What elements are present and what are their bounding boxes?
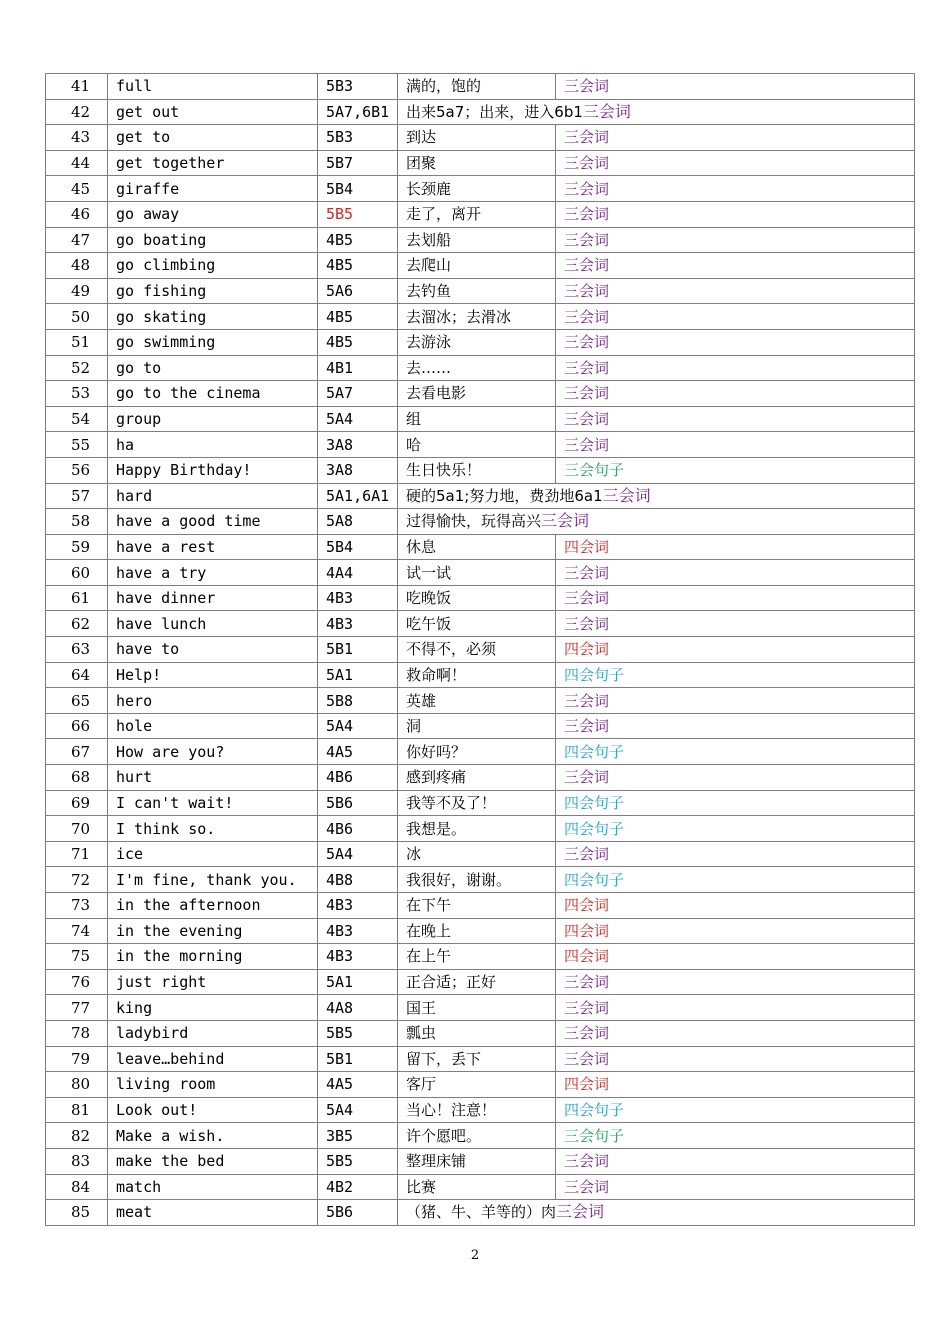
row-number-cell: 75 [46,944,108,970]
unit-code-cell: 4B5 [318,253,398,279]
english-word-cell: go boating [108,227,318,253]
table-row [46,739,915,765]
row-number-cell: 83 [46,1148,108,1174]
english-word-cell: ladybird [108,1020,318,1046]
chinese-meaning-cell: 去爬山 [398,253,556,279]
mastery-tag-cell: 三会词 [556,1148,915,1174]
english-word-cell: match [108,1174,318,1200]
mastery-tag-cell: 三会词 [556,253,915,279]
vocabulary-table [45,73,915,1226]
chinese-meaning-cell: 吃晚饭 [398,585,556,611]
unit-code-cell: 4B3 [318,944,398,970]
row-number-cell: 66 [46,713,108,739]
unit-code-cell: 5A1 [318,969,398,995]
row-number-cell: 64 [46,662,108,688]
unit-code-cell: 5B7 [318,150,398,176]
mastery-tag-cell: 三会词 [556,585,915,611]
row-number-cell: 45 [46,176,108,202]
mastery-tag-cell: 四会词 [556,1072,915,1098]
english-word-cell: ice [108,841,318,867]
chinese-meaning-cell: 试一试 [398,560,556,586]
table-row [46,662,915,688]
mastery-tag-cell: 三会词 [556,406,915,432]
chinese-meaning-text: 过得愉快，玩得高兴 [406,512,542,531]
mastery-tag-cell: 三会词 [556,176,915,202]
table-row [46,841,915,867]
unit-code-cell: 5A4 [318,406,398,432]
table-row [46,509,915,535]
chinese-meaning-text: （猪、牛、羊等的）肉 [406,1203,557,1222]
table-row [46,944,915,970]
unit-code-cell: 4B5 [318,304,398,330]
table-row [46,688,915,714]
chinese-meaning-cell: 比赛 [398,1174,556,1200]
row-number-cell: 69 [46,790,108,816]
row-number-cell: 54 [46,406,108,432]
unit-code-cell: 3A8 [318,457,398,483]
english-word-cell: leave…behind [108,1046,318,1072]
chinese-meaning-cell: 瓢虫 [398,1020,556,1046]
chinese-meaning-cell: 国王 [398,995,556,1021]
unit-code-cell: 5B1 [318,1046,398,1072]
mastery-tag-cell: 三会词 [556,304,915,330]
unit-code-cell: 5B8 [318,688,398,714]
mastery-tag-cell: 三会词 [556,381,915,407]
row-number-cell: 50 [46,304,108,330]
vocabulary-table-body [46,74,915,1226]
mastery-tag-cell: 四会句子 [556,1097,915,1123]
chinese-meaning-cell: 当心！注意！ [398,1097,556,1123]
english-word-cell: in the morning [108,944,318,970]
english-word-cell: meat [108,1200,318,1226]
chinese-meaning-cell: 去看电影 [398,381,556,407]
table-row [46,1123,915,1149]
table-row [46,227,915,253]
mastery-tag-cell: 三会词 [556,765,915,791]
mastery-tag-cell: 三会词 [556,969,915,995]
mastery-tag-cell: 四会句子 [556,662,915,688]
row-number-cell: 71 [46,841,108,867]
chinese-meaning-cell: 去划船 [398,227,556,253]
english-word-cell: go fishing [108,278,318,304]
english-word-cell: Look out! [108,1097,318,1123]
unit-code-cell: 4B3 [318,893,398,919]
english-word-cell: living room [108,1072,318,1098]
row-number-cell: 51 [46,329,108,355]
chinese-meaning-cell: 去钓鱼 [398,278,556,304]
table-row [46,1072,915,1098]
english-word-cell: in the afternoon [108,893,318,919]
table-row [46,611,915,637]
unit-code-cell: 5A1 [318,662,398,688]
unit-code-cell: 3B5 [318,1123,398,1149]
english-word-cell: giraffe [108,176,318,202]
row-number-cell: 80 [46,1072,108,1098]
mastery-tag: 三会词 [602,485,651,505]
chinese-meaning-cell: 到达 [398,125,556,151]
row-number-cell: 70 [46,816,108,842]
page-number: 2 [470,1248,480,1263]
row-number-cell: 77 [46,995,108,1021]
english-word-cell: full [108,74,318,100]
english-word-cell: king [108,995,318,1021]
table-row [46,1097,915,1123]
english-word-cell: Make a wish. [108,1123,318,1149]
chinese-meaning-cell: 休息 [398,534,556,560]
row-number-cell: 59 [46,534,108,560]
unit-code-cell: 4B5 [318,227,398,253]
table-row [46,560,915,586]
english-word-cell: go swimming [108,329,318,355]
unit-code-cell: 5A1,6A1 [318,483,398,509]
mastery-tag-cell: 四会词 [556,534,915,560]
row-number-cell: 47 [46,227,108,253]
mastery-tag-cell: 三会词 [556,841,915,867]
unit-code-cell: 5A8 [318,509,398,535]
chinese-meaning-cell: 组 [398,406,556,432]
chinese-meaning-cell: 在下午 [398,893,556,919]
table-row [46,278,915,304]
row-number-cell: 60 [46,560,108,586]
unit-code-cell: 4B3 [318,585,398,611]
table-row [46,125,915,151]
table-row [46,995,915,1021]
chinese-meaning-cell: 感到疼痛 [398,765,556,791]
english-word-cell: have a good time [108,509,318,535]
chinese-meaning-cell: 哈 [398,432,556,458]
english-word-cell: have dinner [108,585,318,611]
unit-code-cell: 5B5 [318,1020,398,1046]
english-word-cell: go to [108,355,318,381]
chinese-meaning-cell: 留下，丢下 [398,1046,556,1072]
row-number-cell: 41 [46,74,108,100]
english-word-cell: hole [108,713,318,739]
unit-code-cell: 5B5 [318,201,398,227]
mastery-tag-cell: 三会句子 [556,1123,915,1149]
chinese-meaning-cell: 正合适；正好 [398,969,556,995]
mastery-tag-cell: 三会词 [556,355,915,381]
mastery-tag: 三会词 [582,101,631,121]
mastery-tag-cell: 四会句子 [556,867,915,893]
row-number-cell: 65 [46,688,108,714]
mastery-tag-cell: 三会词 [556,227,915,253]
row-number-cell: 78 [46,1020,108,1046]
unit-code-cell: 5A4 [318,1097,398,1123]
row-number-cell: 76 [46,969,108,995]
table-row [46,585,915,611]
table-row [46,893,915,919]
mastery-tag-cell: 三会词 [556,74,915,100]
row-number-cell: 62 [46,611,108,637]
english-word-cell: go skating [108,304,318,330]
chinese-meaning-cell: 不得不，必须 [398,637,556,663]
chinese-meaning-cell: 长颈鹿 [398,176,556,202]
english-word-cell: get to [108,125,318,151]
chinese-meaning-cell: 冰 [398,841,556,867]
mastery-tag-cell: 三会词 [556,1046,915,1072]
row-number-cell: 73 [46,893,108,919]
table-row [46,201,915,227]
chinese-meaning-cell: 在上午 [398,944,556,970]
row-number-cell: 55 [46,432,108,458]
row-number-cell: 81 [46,1097,108,1123]
mastery-tag-cell: 四会词 [556,918,915,944]
english-word-cell: Happy Birthday! [108,457,318,483]
mastery-tag-cell: 四会词 [556,893,915,919]
unit-code-cell: 4B6 [318,765,398,791]
table-row [46,253,915,279]
unit-code-cell: 5B3 [318,74,398,100]
english-word-cell: go climbing [108,253,318,279]
chinese-meaning-cell: 你好吗？ [398,739,556,765]
english-word-cell: have a rest [108,534,318,560]
chinese-meaning-cell: 在晚上 [398,918,556,944]
row-number-cell: 52 [46,355,108,381]
chinese-meaning-cell: 我很好，谢谢。 [398,867,556,893]
unit-code-cell: 5B3 [318,125,398,151]
mastery-tag-cell: 四会句子 [556,739,915,765]
row-number-cell: 85 [46,1200,108,1226]
english-word-cell: just right [108,969,318,995]
row-number-cell: 79 [46,1046,108,1072]
chinese-meaning-cell: 去…… [398,355,556,381]
chinese-meaning-cell [398,99,915,125]
table-row [46,432,915,458]
unit-code-cell: 5A7 [318,381,398,407]
unit-code-cell: 4A8 [318,995,398,1021]
row-number-cell: 63 [46,637,108,663]
chinese-meaning-text: 出来5a7；出来，进入6b1 [406,102,583,121]
english-word-cell: group [108,406,318,432]
english-word-cell: I can't wait! [108,790,318,816]
unit-code-cell: 5B5 [318,1148,398,1174]
row-number-cell: 53 [46,381,108,407]
row-number-cell: 43 [46,125,108,151]
table-row [46,1046,915,1072]
table-row [46,1148,915,1174]
table-row [46,355,915,381]
table-row [46,176,915,202]
table-row [46,457,915,483]
english-word-cell: go to the cinema [108,381,318,407]
unit-code-cell: 4A4 [318,560,398,586]
table-row [46,381,915,407]
mastery-tag-cell: 三会词 [556,1174,915,1200]
mastery-tag-cell: 三会词 [556,713,915,739]
chinese-meaning-cell [398,509,915,535]
table-row [46,918,915,944]
mastery-tag-cell: 三会词 [556,1020,915,1046]
chinese-meaning-cell: 吃午饭 [398,611,556,637]
table-row [46,637,915,663]
mastery-tag-cell: 三会词 [556,432,915,458]
unit-code-cell: 4B3 [318,611,398,637]
table-row [46,99,915,125]
chinese-meaning-cell: 我等不及了！ [398,790,556,816]
unit-code-cell: 4A5 [318,739,398,765]
mastery-tag-cell: 三会词 [556,150,915,176]
row-number-cell: 46 [46,201,108,227]
mastery-tag-cell: 三会词 [556,329,915,355]
unit-code-cell: 5B1 [318,637,398,663]
table-row [46,969,915,995]
mastery-tag: 三会词 [541,511,590,531]
mastery-tag-cell: 三会词 [556,278,915,304]
mastery-tag-cell: 四会句子 [556,816,915,842]
table-row [46,406,915,432]
table-row [46,1174,915,1200]
chinese-meaning-cell: 许个愿吧。 [398,1123,556,1149]
unit-code-cell: 4A5 [318,1072,398,1098]
unit-code-cell: 4B3 [318,918,398,944]
table-row [46,483,915,509]
chinese-meaning-cell: 整理床铺 [398,1148,556,1174]
table-row [46,816,915,842]
table-row [46,304,915,330]
row-number-cell: 44 [46,150,108,176]
table-row [46,790,915,816]
row-number-cell: 56 [46,457,108,483]
chinese-meaning-cell: 英雄 [398,688,556,714]
row-number-cell: 67 [46,739,108,765]
english-word-cell: get together [108,150,318,176]
unit-code-cell: 4B8 [318,867,398,893]
unit-code-cell: 5A4 [318,713,398,739]
english-word-cell: get out [108,99,318,125]
chinese-meaning-cell [398,483,915,509]
row-number-cell: 57 [46,483,108,509]
chinese-meaning-cell: 洞 [398,713,556,739]
english-word-cell: I'm fine, thank you. [108,867,318,893]
unit-code-cell: 5A4 [318,841,398,867]
table-row [46,867,915,893]
mastery-tag-cell: 四会词 [556,637,915,663]
row-number-cell: 48 [46,253,108,279]
english-word-cell: hard [108,483,318,509]
english-word-cell: have a try [108,560,318,586]
chinese-meaning-cell: 满的，饱的 [398,74,556,100]
mastery-tag-cell: 三会词 [556,688,915,714]
table-row [46,765,915,791]
row-number-cell: 72 [46,867,108,893]
chinese-meaning-cell: 去游泳 [398,329,556,355]
unit-code-cell: 4B5 [318,329,398,355]
mastery-tag-cell: 四会句子 [556,790,915,816]
chinese-meaning-cell: 我想是。 [398,816,556,842]
unit-code-cell: 5B6 [318,1200,398,1226]
mastery-tag-cell: 三会词 [556,201,915,227]
chinese-meaning-text: 硬的5a1;努力地，费劲地6a1 [406,486,603,505]
chinese-meaning-cell: 走了，离开 [398,201,556,227]
english-word-cell: Help! [108,662,318,688]
row-number-cell: 42 [46,99,108,125]
mastery-tag-cell: 三会词 [556,995,915,1021]
mastery-tag-cell: 三会词 [556,611,915,637]
unit-code-cell: 5B4 [318,534,398,560]
chinese-meaning-cell: 客厅 [398,1072,556,1098]
mastery-tag-cell: 四会词 [556,944,915,970]
mastery-tag: 三会词 [556,1202,605,1222]
english-word-cell: hero [108,688,318,714]
english-word-cell: How are you? [108,739,318,765]
english-word-cell: hurt [108,765,318,791]
unit-code-cell: 5A6 [318,278,398,304]
row-number-cell: 61 [46,585,108,611]
unit-code-cell: 4B6 [318,816,398,842]
row-number-cell: 68 [46,765,108,791]
english-word-cell: ha [108,432,318,458]
mastery-tag-cell: 三会句子 [556,457,915,483]
table-row [46,1020,915,1046]
english-word-cell: in the evening [108,918,318,944]
chinese-meaning-cell: 团聚 [398,150,556,176]
table-row [46,713,915,739]
table-row [46,1200,915,1226]
unit-code-cell: 3A8 [318,432,398,458]
row-number-cell: 82 [46,1123,108,1149]
chinese-meaning-cell: 救命啊！ [398,662,556,688]
row-number-cell: 58 [46,509,108,535]
unit-code-cell: 5B6 [318,790,398,816]
table-row [46,150,915,176]
row-number-cell: 74 [46,918,108,944]
english-word-cell: I think so. [108,816,318,842]
mastery-tag-cell: 三会词 [556,125,915,151]
unit-code-cell: 5A7,6B1 [318,99,398,125]
english-word-cell: have to [108,637,318,663]
english-word-cell: go away [108,201,318,227]
table-row [46,534,915,560]
english-word-cell: have lunch [108,611,318,637]
unit-code-cell: 4B1 [318,355,398,381]
unit-code-cell: 5B4 [318,176,398,202]
chinese-meaning-cell [398,1200,915,1226]
row-number-cell: 49 [46,278,108,304]
chinese-meaning-cell: 生日快乐！ [398,457,556,483]
table-row [46,329,915,355]
unit-code-cell: 4B2 [318,1174,398,1200]
table-row [46,74,915,100]
row-number-cell: 84 [46,1174,108,1200]
english-word-cell: make the bed [108,1148,318,1174]
mastery-tag-cell: 三会词 [556,560,915,586]
chinese-meaning-cell: 去溜冰；去滑冰 [398,304,556,330]
